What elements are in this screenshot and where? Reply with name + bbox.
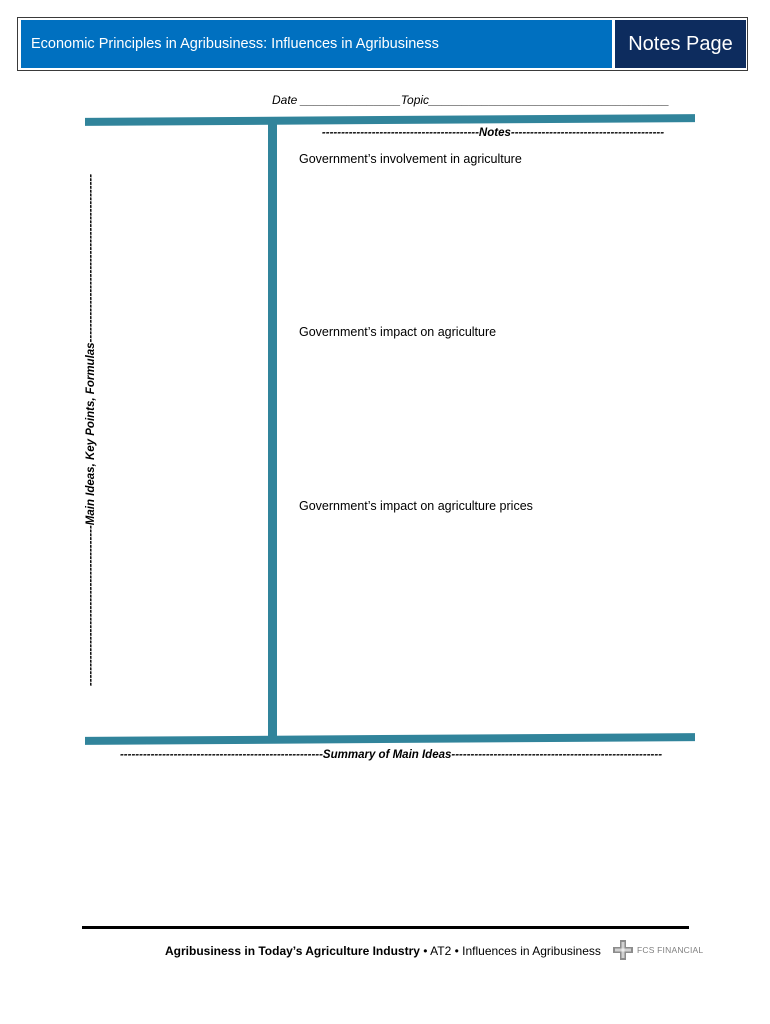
footer-rule — [82, 926, 689, 929]
notes-heading: -----------------------------------------Notes---------------------------------------- — [321, 127, 665, 139]
fcs-financial-cross-icon — [612, 939, 634, 961]
date-topic-line: Date _______________Topic____________________________________ — [272, 93, 670, 107]
note-item-impact: Government’s impact on agriculture — [299, 325, 497, 339]
footer-separator-2: • — [451, 944, 463, 958]
note-item-involvement: Government’s involvement in agriculture — [299, 152, 522, 166]
footer-lesson: Influences in Agribusiness — [462, 944, 601, 958]
bottom-divider-bar — [85, 733, 695, 745]
column-divider-bar — [268, 118, 277, 739]
footer-separator-1: • — [419, 944, 431, 958]
fcs-financial-logo — [612, 939, 703, 961]
footer-course: Agribusiness in Today’s Agriculture Industry — [165, 944, 420, 958]
summary-heading: -----------------------------------------------------Summary of Main Ideas------------------------------------------------------- — [119, 749, 663, 761]
note-item-impact-prices: Government’s impact on agriculture prices — [299, 499, 533, 513]
logo-text: FCS FINANCIAL — [637, 945, 704, 955]
notes-page-badge: Notes Page — [615, 20, 746, 68]
footer-caption — [165, 944, 601, 958]
footer-unit: AT2 — [430, 944, 452, 958]
header-title: Economic Principles in Agribusiness: Influences in Agribusiness — [21, 20, 612, 68]
top-divider-bar — [85, 114, 695, 126]
main-ideas-column-label: ------------------------------------------Main Ideas, Key Points, Formulas-------------------------------------------- — [85, 173, 97, 687]
